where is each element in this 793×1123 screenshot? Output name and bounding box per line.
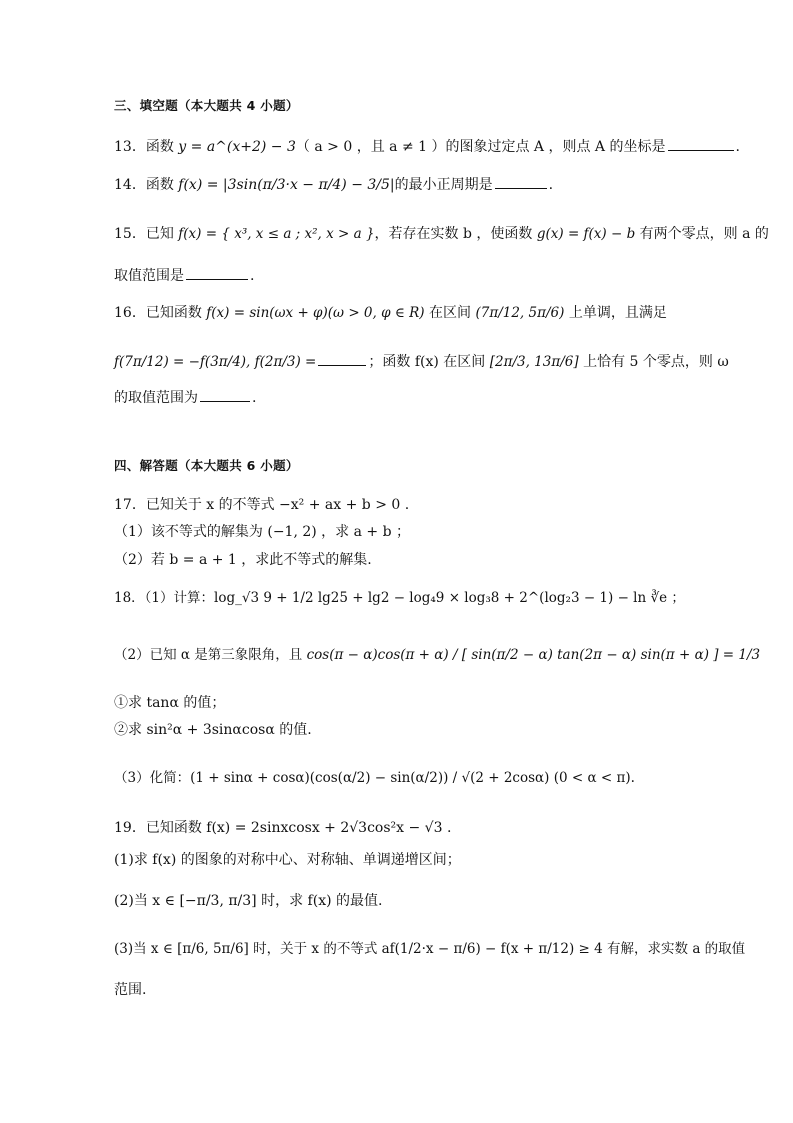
answer-blank-13[interactable] <box>668 149 734 151</box>
question-18-part-1: 18．（1）计算：log_√3 9 + 1/2 lg25 + lg2 − log₄9 × log₃8 + 2^(log₂3 − 1) − ln ∛e ； <box>114 590 685 606</box>
question-16-line-2 <box>114 352 729 372</box>
section-heading-fill-in: 三、填空题（本大题共 4 小题） <box>114 98 299 113</box>
q16-line2-mid: ；函数 f(x) 在区间 <box>368 354 490 370</box>
q14-pre: 函数 <box>145 177 179 193</box>
q16-number: 16． <box>114 305 146 321</box>
q13-end: . <box>735 139 740 155</box>
question-18-part-2b: ②求 sin²α + 3sinαcosα 的值. <box>114 722 312 738</box>
q13-pre: 函数 <box>145 139 179 155</box>
question-19-part-3-cont: 范围. <box>114 982 147 998</box>
q16-formula: f(x) = sin(ωx + φ)(ω > 0, φ ∈ R) <box>206 305 425 321</box>
question-19: 19．已知函数 f(x) = 2sinxcosx + 2√3cos²x − √3 . <box>114 820 452 836</box>
answer-blank-15[interactable] <box>186 278 248 280</box>
q16-mid: 在区间 <box>424 305 476 321</box>
q13-formula: y = a^(x+2) − 3 <box>178 139 296 155</box>
answer-blank-14[interactable] <box>495 187 547 189</box>
q16-line2-interval: [2π/3, 13π/6] <box>489 354 579 370</box>
question-17: 17．已知关于 x 的不等式 −x² + ax + b > 0 . <box>114 497 410 513</box>
q14-end: . <box>548 177 554 193</box>
q16-line2-formula: f(7π/12) = −f(3π/4), f(2π/3) = <box>114 354 317 370</box>
answer-blank-16b[interactable] <box>200 400 250 402</box>
q15-pre: 已知 <box>145 226 179 242</box>
q16-pre: 已知函数 <box>145 305 207 321</box>
question-18-part-2 <box>114 645 761 665</box>
q15-mid: ，若存在实数 b ，使函数 <box>374 226 537 242</box>
q14-number: 14． <box>114 177 146 193</box>
question-18-part-3: （3）化简：(1 + sinα + cosα)(cos(α/2) − sin(α/2)) / √(2 + 2cosα) (0 < α < π). <box>114 770 635 786</box>
q13-number: 13． <box>114 139 146 155</box>
q16-line3-text: 的取值范围为 <box>114 390 198 406</box>
question-15-line-2 <box>114 266 681 286</box>
q18-part2-pre: （2）已知 α 是第三象限角，且 <box>114 647 307 663</box>
q14-formula: f(x) = |3sin(π/3·x − π/4) − 3/5| <box>178 177 395 193</box>
question-18-part-2a: ①求 tanα 的值； <box>114 695 226 711</box>
q15-number: 15． <box>114 226 146 242</box>
q16-end: 上单调，且满足 <box>564 305 667 321</box>
q13-text: （ a > 0 ，且 a ≠ 1 ）的图象过定点 A ，则点 A 的坐标是 <box>295 139 666 155</box>
question-13 <box>114 137 740 157</box>
q15-end: 有两个零点，则 a 的 <box>635 226 769 242</box>
question-17-part-2: （2）若 b = a + 1 ，求此不等式的解集. <box>114 552 372 568</box>
question-16-line-3 <box>114 388 681 408</box>
q15-formula: f(x) = { x³, x ≤ a ; x², x > a } <box>178 226 375 242</box>
question-19-part-1: (1)求 f(x) 的图象的对称中心、对称轴、单调递增区间； <box>114 852 461 868</box>
answer-blank-16a[interactable] <box>318 364 366 366</box>
question-19-part-2: (2)当 x ∈ [−π/3, π/3] 时，求 f(x) 的最值. <box>114 893 383 909</box>
question-14 <box>114 175 681 195</box>
q18-part2-fraction: cos(π − α)cos(π + α) / [ sin(π/2 − α) tan(2π − α) sin(π + α) ] = 1/3 <box>306 647 761 663</box>
q16-interval: (7π/12, 5π/6) <box>475 305 565 321</box>
q15-formula-2: g(x) = f(x) − b <box>536 226 636 242</box>
q16-line3-end: . <box>252 390 257 406</box>
section-heading-solve: 四、解答题（本大题共 6 小题） <box>114 458 299 473</box>
q15-line2-end: . <box>250 268 255 284</box>
q16-line2-end: 上恰有 5 个零点，则 ω <box>578 354 729 370</box>
question-19-part-3: (3)当 x ∈ [π/6, 5π/6] 时，关于 x 的不等式 af(1/2·x − π/6) − f(x + π/12) ≥ 4 有解，求实数 a 的取值 <box>114 941 746 957</box>
q14-text: 的最小正周期是 <box>394 177 493 193</box>
question-15-line-1 <box>114 224 769 244</box>
question-16-line-1 <box>114 303 681 323</box>
q15-line2-text: 取值范围是 <box>114 268 184 284</box>
question-17-part-1: （1）该不等式的解集为 (−1, 2) ，求 a + b ； <box>114 524 411 540</box>
